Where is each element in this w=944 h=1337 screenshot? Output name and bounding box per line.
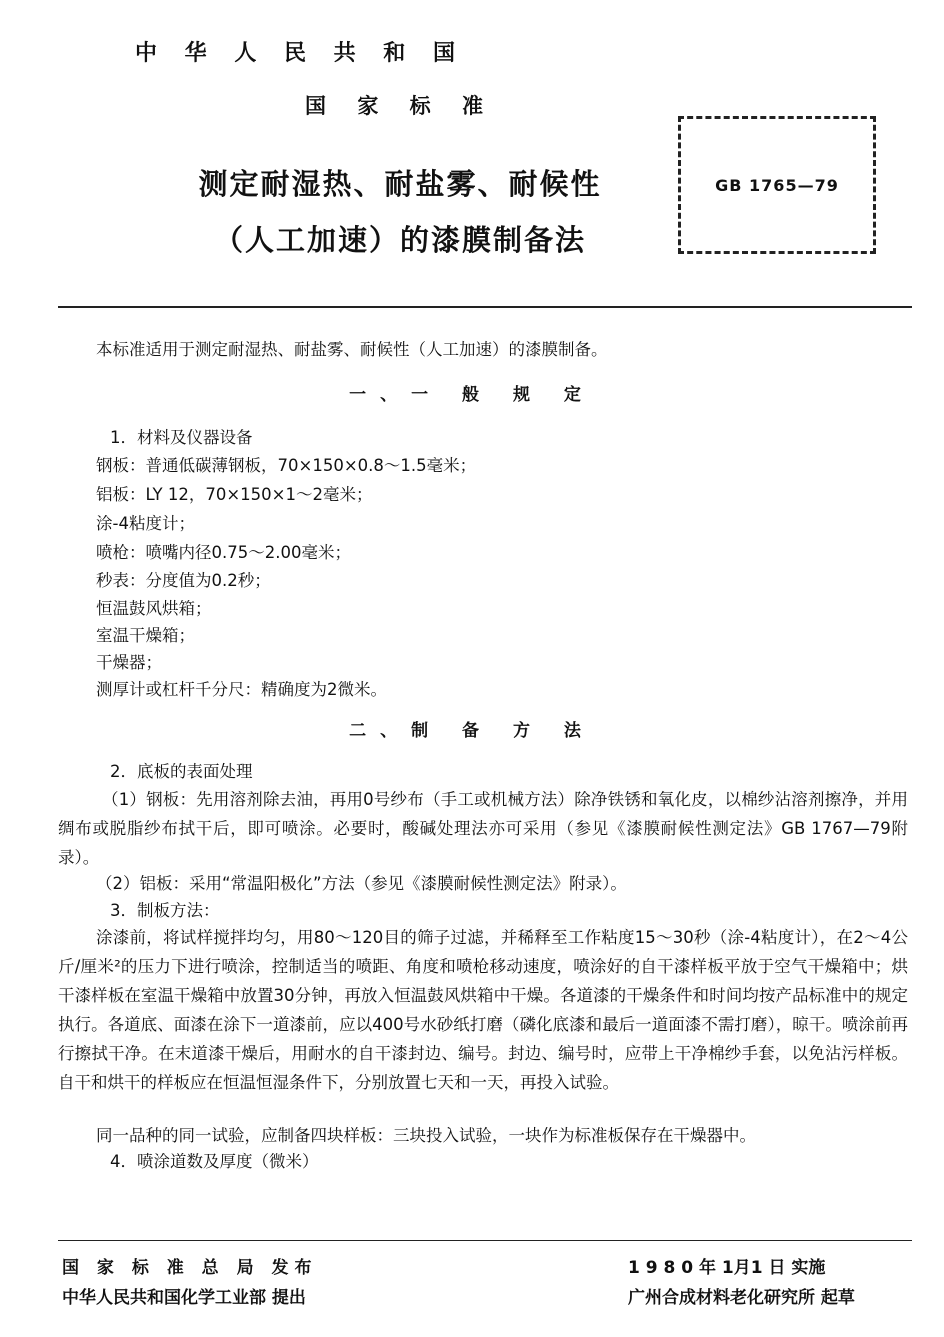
section1-heading: 一、一 般 规 定 (349, 385, 595, 405)
footer-divider (58, 1240, 912, 1241)
equipment-item: 喷枪：喷嘴内径0.75～2.00毫米； (96, 543, 351, 562)
footer-drafter: 广州合成材料老化研究所 起草 (628, 1288, 855, 1308)
item3-title: 3．制板方法： (110, 901, 220, 920)
item2-title: 2．底板的表面处理 (110, 762, 253, 781)
item2-paragraph-steel: （1）钢板：先用溶剂除去油，再用0号纱布（手工或机械方法）除净铁锈和氧化皮，以棉纱沾溶剂擦净，并用绸布或脱脂纱布拭干后，即可喷涂。必要时，酸碱处理法亦可采用（参见《漆膜耐候性测定法》GB 1767—79附录）。 (58, 790, 908, 867)
equipment-item: 秒表：分度值为0.2秒； (96, 571, 271, 590)
standard-type-header: 国 家 标 准 (305, 94, 495, 118)
item3-paragraph-method: 涂漆前，将试样搅拌均匀，用80～120目的筛子过滤，并稀释至工作粘度15～30秒（涂-4粘度计），在2～4公斤/厘米²的压力下进行喷涂，控制适当的喷距、角度和喷枪移动速度，喷涂好的自干漆样板平放于空气干燥箱中；烘干漆样板在室温干燥箱中放置30分钟，再放入恒温鼓风烘箱中干燥。各道漆的干燥条件和时间均按产品标准中的规定执行。各道底、面漆在涂下一道漆前，应以400号水砂纸打磨（磷化底漆和最后一道面漆不需打磨），晾干。喷涂前再行擦拭干净。在末道漆干燥后，用耐水的自干漆封边、编号。封边、编号时，应带上干净棉纱手套，以免沾污样板。自干和烘干的样板应在恒温恒湿条件下，分别放置七天和一天，再投入试验。 (58, 928, 908, 1092)
equipment-item: 恒温鼓风烘箱； (96, 599, 212, 618)
document-title-line2: （人工加速）的漆膜制备法 (213, 223, 586, 257)
equipment-item: 室温干燥箱； (96, 626, 195, 645)
equipment-item: 钢板：普通低碳薄钢板，70×150×0.8～1.5毫米； (96, 456, 477, 475)
item1-title: 1．材料及仪器设备 (110, 428, 253, 447)
country-header: 中 华 人 民 共 和 国 (135, 41, 465, 66)
item4-title: 4．喷涂道数及厚度（微米） (110, 1152, 319, 1171)
document-title-line1: 测定耐湿热、耐盐雾、耐候性 (198, 167, 602, 201)
item3-paragraph-samples: 同一品种的同一试验，应制备四块样板：三块投入试验，一块作为标准板保存在干燥器中。 (96, 1126, 756, 1145)
equipment-item: 干燥器； (96, 653, 162, 672)
item2-paragraph-aluminum: （2）铝板：采用“常温阳极化”方法（参见《漆膜耐候性测定法》附录）。 (96, 874, 627, 893)
header-divider (58, 306, 912, 308)
equipment-item: 测厚计或杠杆千分尺：精确度为2微米。 (96, 680, 387, 699)
equipment-item: 涂-4粘度计； (96, 514, 195, 533)
intro-text: 本标准适用于测定耐湿热、耐盐雾、耐候性（人工加速）的漆膜制备。 (96, 340, 608, 359)
footer-issuer: 国 家 标 准 总 局 发布 (62, 1258, 318, 1278)
section2-heading: 二、制 备 方 法 (349, 721, 595, 741)
equipment-item: 铝板：LY 12，70×150×1～2毫米； (96, 485, 373, 504)
standard-number: GB 1765—79 (715, 175, 839, 195)
footer-effective-date: 1 9 8 0 年 1月1 日 实施 (628, 1258, 826, 1278)
footer-proposer: 中华人民共和国化学工业部 提出 (62, 1288, 306, 1308)
standard-number-box (678, 116, 876, 254)
